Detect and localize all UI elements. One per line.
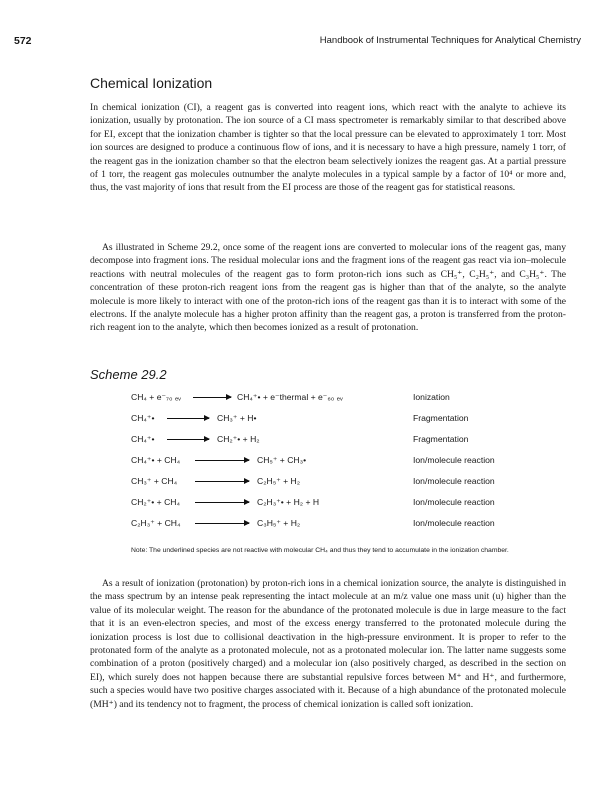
reaction-arrow-icon xyxy=(167,418,209,419)
reaction-row xyxy=(131,455,561,476)
paragraph: As illustrated in Scheme 29.2, once some of the reagent ions are converted to molecular ions of the reagent gas, many decompose into fragment ions. The residual molecular ions and the fragment ions of the reagent gas react via ion–molecule reactions with neutral molecules of the reagent gas to form proton-rich ions such as CH₅⁺, C₂H₅⁺, and C₃H₅⁺. The concentration of these proton-rich reagent ions from the reagent gas is higher than that of the analyte, so the analyte molecule is more likely to interact with one of the proton-rich ions of the reagent gas than it is to interact with some of the electrons. If the analyte molecule has a higher proton affinity than the reagent gas, a proton is transferred from the proton-rich reagent ion to the analyte, which then becomes ionized as a result of protonation. xyxy=(90,242,566,334)
body-paragraph-2 xyxy=(90,241,566,335)
reactants: C₂H₃⁺ + CH₄ xyxy=(131,518,181,528)
reaction-type: Ion/molecule reaction xyxy=(413,476,495,486)
reaction-arrow-icon xyxy=(193,397,231,398)
reaction-type: Ion/molecule reaction xyxy=(413,518,495,528)
page-number: 572 xyxy=(14,35,32,47)
products: CH₃⁺ + H• xyxy=(217,413,257,423)
products: C₂H₅⁺ + H₂ xyxy=(257,476,301,486)
running-head: Handbook of Instrumental Techniques for Analytical Chemistry xyxy=(319,35,581,46)
reactants: CH₄⁺• xyxy=(131,434,155,444)
products: C₃H₅⁺ + H₂ xyxy=(257,518,301,528)
reactants: CH₄⁺• xyxy=(131,413,155,423)
paragraph: As a result of ionization (protonation) by proton-rich ions in a chemical ionization source, the analyte is distinguished in the mass spectrum by an intense peak representing the intact molecule at an m/z value one mass unit (u) higher than the value of its molecular weight. The reason for the abundance of the protonated molecule is due in large measure to the fact that it is an even-electron species, and most of the excess energy transferred to the protonated molecule during the ionization process is lost due to collisional deactivation in the high-pressure environment. It is proper to refer to the protonated form of the analyte as a protonated molecule, not as a protonated molecular ion. The latter name suggests some combination of a proton (positively charged) and a molecular ion (also positively charged, as described in the section on EI), which surely does not happen because there are substantial repulsive forces between M⁺ and H⁺, and furthermore, such a species would have two positive charges associated with it. Because of a high abundance of the protonated molecule (MH⁺) and its tendency not to fragment, the process of chemical ionization is called soft ionization. xyxy=(90,578,566,710)
reaction-type: Ion/molecule reaction xyxy=(413,455,495,465)
paragraph: In chemical ionization (CI), a reagent gas is converted into reagent ions, which react with the analyte to achieve its ionization, usually by protonation. The ion source of a CI mass spectrometer is remarkably similar to that described above for EI, except that the ionization chamber is tighter so that the local pressure can be elevated to approximately 1 torr. Most ion sources are designed to produce a continuous flow of ions, and it is necessary to have a high pressure, namely 1 torr, of the reagent gas in the ionization chamber so that the electron beam selectively ionizes the reagent gas. At a partial pressure of 1 torr, the reagent gas molecules outnumber the analyte molecules in a typical sample by a factor of 10⁴ or more and, thus, the vast majority of ions that result from the EI process are those of the reagent gas for statistical reasons. xyxy=(90,102,566,194)
products: CH₂⁺• + H₂ xyxy=(217,434,260,444)
reactants: CH₃⁺ + CH₄ xyxy=(131,476,178,486)
reaction-arrow-icon xyxy=(195,502,249,503)
reactants: CH₄⁺• + CH₄ xyxy=(131,455,181,465)
products: CH₄⁺• + e⁻thermal + e⁻₆₀ ₑᵥ xyxy=(237,392,343,402)
reaction-row xyxy=(131,497,561,518)
reaction-scheme xyxy=(131,392,561,539)
reaction-type: Ionization xyxy=(413,392,450,402)
scheme-note: Note: The underlined species are not reactive with molecular CH₄ and thus they tend to accumulate in the ionization chamber. xyxy=(131,547,509,554)
products: C₂H₃⁺• + H₂ + H xyxy=(257,497,320,507)
body-paragraph-intro xyxy=(90,101,566,195)
reaction-arrow-icon xyxy=(195,460,249,461)
reaction-row xyxy=(131,392,561,413)
reactants: CH₂⁺• + CH₄ xyxy=(131,497,181,507)
body-paragraph-3 xyxy=(90,577,566,711)
reactants: CH₄ + e⁻₇₀ ₑᵥ xyxy=(131,392,181,402)
section-title: Chemical Ionization xyxy=(90,75,213,91)
products: CH₅⁺ + CH₃• xyxy=(257,455,307,465)
reaction-type: Fragmentation xyxy=(413,434,469,444)
reaction-arrow-icon xyxy=(167,439,209,440)
reaction-arrow-icon xyxy=(195,481,249,482)
reaction-type: Ion/molecule reaction xyxy=(413,497,495,507)
reaction-row xyxy=(131,413,561,434)
reaction-row xyxy=(131,518,561,539)
scheme-title: Scheme 29.2 xyxy=(90,367,167,382)
reaction-arrow-icon xyxy=(195,523,249,524)
reaction-row xyxy=(131,476,561,497)
reaction-type: Fragmentation xyxy=(413,413,469,423)
reaction-row xyxy=(131,434,561,455)
